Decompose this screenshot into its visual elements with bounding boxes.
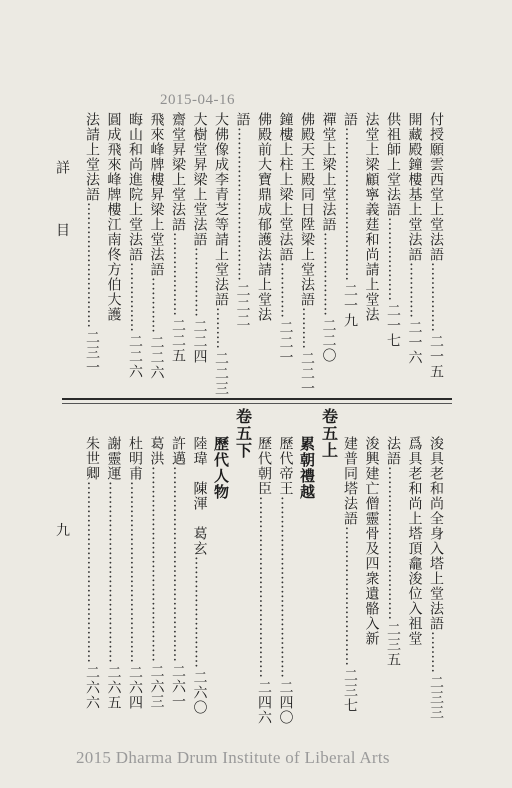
toc-entry [321,408,337,459]
entry-page: 二三一 [84,330,100,375]
volume-title: 卷五下 [233,408,253,459]
entry-title: 開藏殿鐘樓基上堂法語 [406,112,423,262]
leader-dots: ………………………… [342,526,358,666]
leader-dots: …………………………… [234,127,251,281]
volume-title: 卷五上 [319,408,339,459]
toc-entry [192,436,208,715]
toc-entry [321,112,337,363]
section-heading: 歷代人物 [212,436,230,500]
leader-dots: ……… [299,307,315,349]
entry-title: 供祖師上堂法語 [385,112,401,217]
entry-title: 法堂上梁顧寧義莛和尚請上堂法 [363,112,380,322]
entry-page: 二六三 [148,664,165,709]
entry-page: 二六六 [84,665,100,710]
toc-entry [342,112,358,328]
divider-rule [62,398,452,400]
leader-dots: ………………………………… [277,496,294,678]
entry-page: 二二六 [127,334,143,379]
entry-title: 陸瑋 陳渾 葛玄 [191,436,208,556]
entry-title: 付授願雲西堂上堂法語 [428,112,444,262]
entry-title: 大佛像成李青芝等請上堂法語 [213,112,229,307]
entry-title: 杜明甫 [127,436,143,481]
toc-entry [407,112,423,365]
entry-title: 歷代朝臣 [256,436,272,496]
toc-entry [84,112,100,375]
entry-page: 二六五 [105,665,122,710]
entry-page: 二二一 [299,351,315,396]
toc-entry [278,112,294,365]
entry-page: 二三五 [385,622,401,667]
leader-dots: ……………… [385,217,401,301]
leader-dots: ……………………… [84,202,100,328]
entry-title: 朱世卿 [84,436,100,481]
toc-entry [192,112,208,364]
institute-stamp: 2015 Dharma Drum Institute of Liberal Arts [76,748,390,767]
entry-page: 二一五 [428,334,444,379]
leader-dots: …………………… [191,556,208,668]
entry-title: 葛洪 [148,436,165,466]
toc-entry [256,436,272,725]
leader-dots: ………… [148,277,165,333]
entry-page: 二一七 [385,303,401,348]
entry-page: 二四〇 [277,680,294,725]
toc-entry [213,436,229,500]
entry-title: 齋堂昇梁上堂法語 [170,112,186,232]
entry-title: 法請上堂法語 [84,112,100,202]
entry-title: 歷代帝王 [277,436,294,496]
divider-rule-thin [62,403,452,404]
toc-entry [385,436,401,667]
leader-dots: …………… [428,262,444,332]
toc-entry [106,436,122,710]
toc-entry [235,408,251,459]
leader-dots: ………………………………… [105,481,122,663]
page-number: 九 [56,523,70,539]
entry-title: 鐘樓上柱上梁上堂法語 [277,112,294,262]
leader-dots: ………… [406,262,423,318]
leader-dots: ………………………………… [256,496,272,678]
toc-entry [84,436,100,710]
entry-title: 語 [234,112,251,127]
entry-title: 飛來峰牌樓昇梁上堂法語 [148,112,165,277]
toc-entry [342,436,358,713]
toc-entry [364,436,380,646]
entry-title: 法語 [385,436,401,466]
entry-title: 佛殿前大寶鼎成郁護法請上堂法 [256,112,272,322]
entry-page: 二六一 [170,664,186,709]
entry-title: 建普同塔法語 [342,436,358,526]
entry-title: 浚興建亡僧靈骨及四衆遺骼入新 [363,436,380,646]
entry-page: 二三七 [342,668,358,713]
entry-title: 謝靈運 [105,436,122,481]
leader-dots: ……… [428,631,444,673]
entry-page: 二一九 [342,283,358,328]
toc-entry [127,112,143,379]
margin-label: 詳 目 [54,160,70,259]
leader-dots: …………………………………… [148,466,165,662]
entry-page: 二三三 [428,675,444,720]
entry-page: 二六〇 [191,670,208,715]
leader-dots: …………………………… [342,127,358,281]
leader-dots: ……… [213,307,229,349]
entry-title: 圓成飛來峰牌樓江南佟方伯大護 [105,112,122,322]
entry-page: 二四六 [256,680,272,725]
entry-title: 語 [342,112,358,127]
date-stamp: 2015-04-16 [160,92,235,108]
leader-dots: …………… [191,247,208,317]
leader-dots: ………………………………… [127,481,143,663]
leader-dots: ……………… [170,232,186,316]
toc-entry [127,436,143,710]
toc-entry [235,112,251,328]
toc-entry [256,112,272,322]
leader-dots: ……………… [320,232,337,316]
entry-page: 二二三 [213,351,229,396]
toc-entry [428,112,444,379]
toc-entry [407,436,423,646]
entry-title: 禪堂上梁上堂法語 [320,112,337,232]
toc-entry [364,112,380,322]
toc-entry [278,436,294,725]
entry-page: 二二〇 [320,318,337,363]
toc-entry [170,112,186,363]
toc-entry [213,112,229,396]
toc-entry [170,436,186,709]
entry-title: 佛殿天王殿同日陞梁上堂法語 [299,112,315,307]
entry-page: 二六四 [127,665,143,710]
entry-page: 二二六 [148,335,165,380]
entry-page: 二一六 [406,320,423,365]
entry-page: 二二一 [277,320,294,365]
leader-dots: ………………………………… [84,481,100,663]
section-heading: 累朝禮越 [298,436,316,500]
toc-entry [299,436,315,500]
entry-page: 二二五 [170,318,186,363]
entry-page: 二二四 [191,319,208,364]
toc-entry [106,112,122,322]
toc-entry [385,112,401,348]
toc-entry [149,112,165,380]
leader-dots: …………………………………… [170,466,186,662]
entry-title: 大樹堂昇梁上堂法語 [191,112,208,247]
entry-page: 二二二 [234,283,251,328]
leader-dots: …………………………… [385,466,401,620]
toc-entry [299,112,315,396]
entry-title: 許邁 [170,436,186,466]
leader-dots: …………… [127,262,143,332]
leader-dots: ………… [277,262,294,318]
entry-title: 浚具老和尚全身入塔上堂法語 [428,436,444,631]
entry-title: 爲具老和尚上塔頂龕浚位入祖堂 [406,436,423,646]
entry-title: 晦山和尚進院上堂法語 [127,112,143,262]
toc-entry [149,436,165,709]
toc-entry [428,436,444,720]
